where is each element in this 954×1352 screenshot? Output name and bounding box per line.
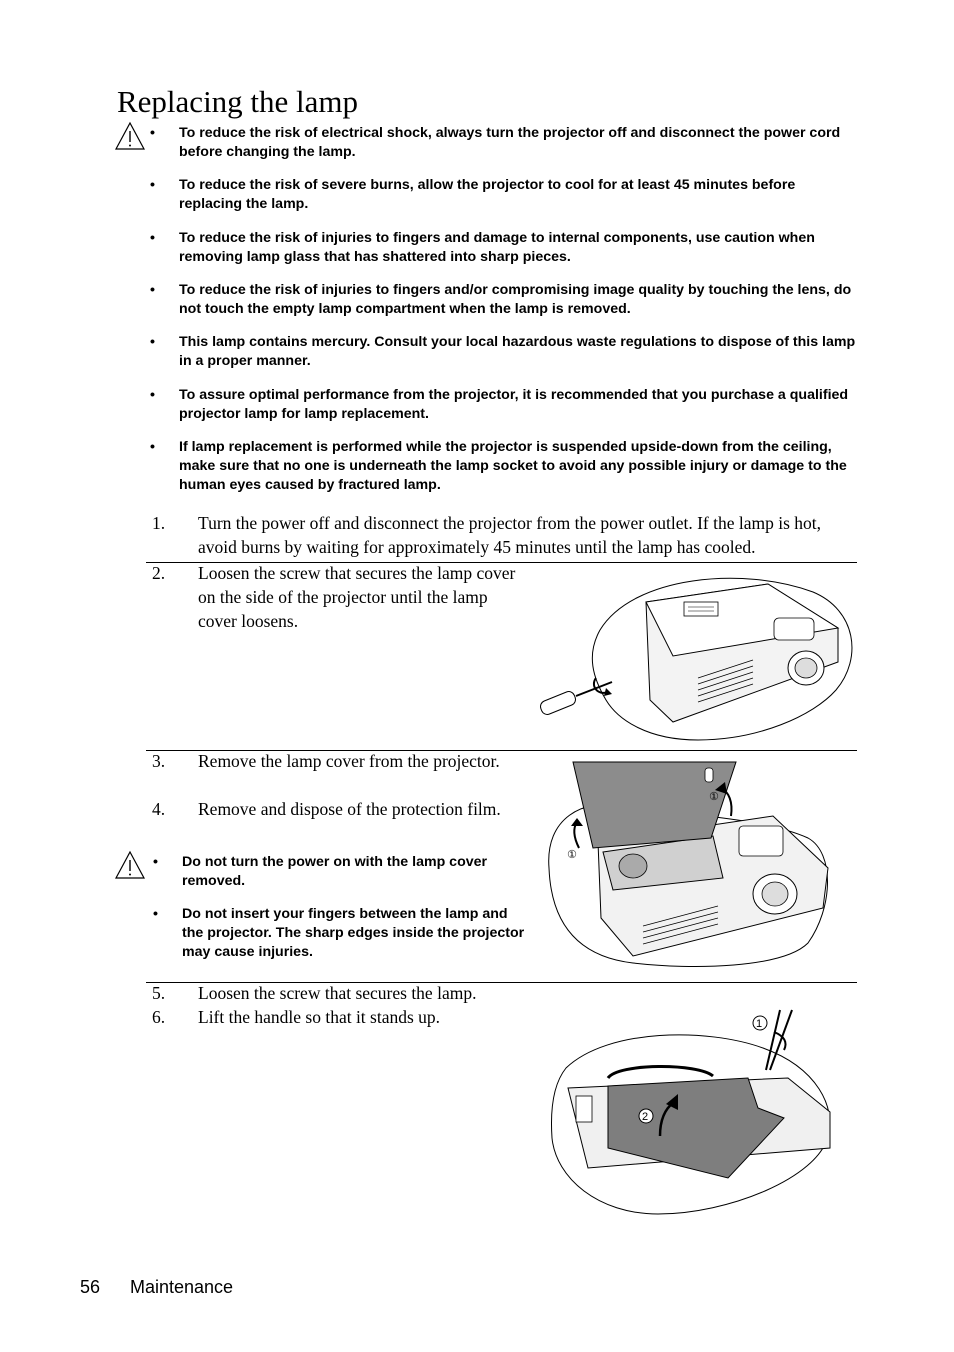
warning-text: Do not insert your fingers between the lamp and the projector. The sharp edges inside the projector may cause injuries. [182, 906, 525, 960]
step-number: 3. [152, 751, 166, 771]
bullet: • [150, 230, 155, 246]
step-item [152, 561, 526, 633]
step-item [152, 749, 508, 773]
footer-section: Maintenance [130, 1277, 234, 1297]
step-text: Loosen the screw that secures the lamp cover on the side of the projector until the lamp cover loosens. [198, 563, 516, 631]
caution-icon [114, 850, 146, 880]
callout-marker: 1 [756, 1018, 763, 1030]
step-text: Remove the lamp cover from the projector. [198, 751, 500, 771]
step-number: 4. [152, 799, 166, 819]
lamp-handle-illustration [548, 1008, 838, 1220]
step-number: 6. [152, 1007, 166, 1027]
warning-text: If lamp replacement is performed while the projector is suspended upside-down from the ceiling, make sure that no one is underneath the lamp socket to avoid any possible injury or damage to the human eyes caused by fractured lamp. [179, 439, 847, 493]
caution-icon [114, 121, 146, 151]
warning-text: Do not turn the power on with the lamp cover removed. [182, 854, 488, 889]
warning-item [150, 229, 859, 267]
warning-text: To reduce the risk of injuries to fingers and/or compromising image quality by touching the lens, do not touch the empty lamp compartment when the lamp is removed. [179, 282, 852, 317]
warning-item [150, 333, 859, 371]
step-text: Remove and dispose of the protection film. [198, 799, 501, 819]
lamp-cover-removal-illustration [543, 758, 833, 972]
step-item [152, 1005, 518, 1029]
step-item [152, 981, 518, 1005]
warning-item [150, 386, 859, 424]
bullet: • [150, 125, 155, 141]
step-text: Turn the power off and disconnect the projector from the power outlet. If the lamp is hot, avoid burns by waiting for approximately 45 minutes until the lamp has cooled. [198, 513, 822, 557]
bullet: • [150, 177, 155, 193]
warning-item [150, 281, 859, 319]
warning-item [150, 124, 859, 162]
step-number: 5. [152, 983, 166, 1003]
callout-marker: 2 [642, 1111, 649, 1123]
warning-text: To reduce the risk of severe burns, allow the projector to cool for at least 45 minutes before replacing the lamp. [179, 177, 796, 212]
step-number: 2. [152, 563, 166, 583]
warning-item [153, 905, 527, 962]
bullet: • [153, 854, 158, 870]
warning-text: To reduce the risk of injuries to fingers and damage to internal components, use caution when removing lamp glass that has shattered into sharp pieces. [179, 230, 815, 265]
warning-text: To reduce the risk of electrical shock, always turn the projector off and disconnect the power cord before changing the lamp. [179, 125, 841, 160]
projector-screw-illustration [538, 570, 858, 746]
warning-item [150, 176, 859, 214]
bullet: • [150, 387, 155, 403]
callout-marker: ① [709, 791, 719, 803]
bullet: • [153, 906, 158, 922]
step-item [152, 511, 858, 559]
warning-item [150, 438, 859, 495]
page-title: Replacing the lamp [117, 84, 359, 119]
warning-text: This lamp contains mercury. Consult your local hazardous waste regulations to dispose of this lamp in a proper manner. [179, 334, 856, 369]
callout-marker: ① [567, 849, 577, 861]
page-number: 56 [80, 1277, 101, 1297]
warning-text: To assure optimal performance from the projector, it is recommended that you purchase a qualified projector lamp for lamp replacement. [179, 387, 849, 422]
bullet: • [150, 282, 155, 298]
step-text: Loosen the screw that secures the lamp. [198, 983, 477, 1003]
bullet: • [150, 334, 155, 350]
step-number: 1. [152, 513, 166, 533]
step-text: Lift the handle so that it stands up. [198, 1007, 441, 1027]
bullet: • [150, 439, 155, 455]
warning-item [153, 853, 527, 891]
step-item [152, 797, 508, 821]
